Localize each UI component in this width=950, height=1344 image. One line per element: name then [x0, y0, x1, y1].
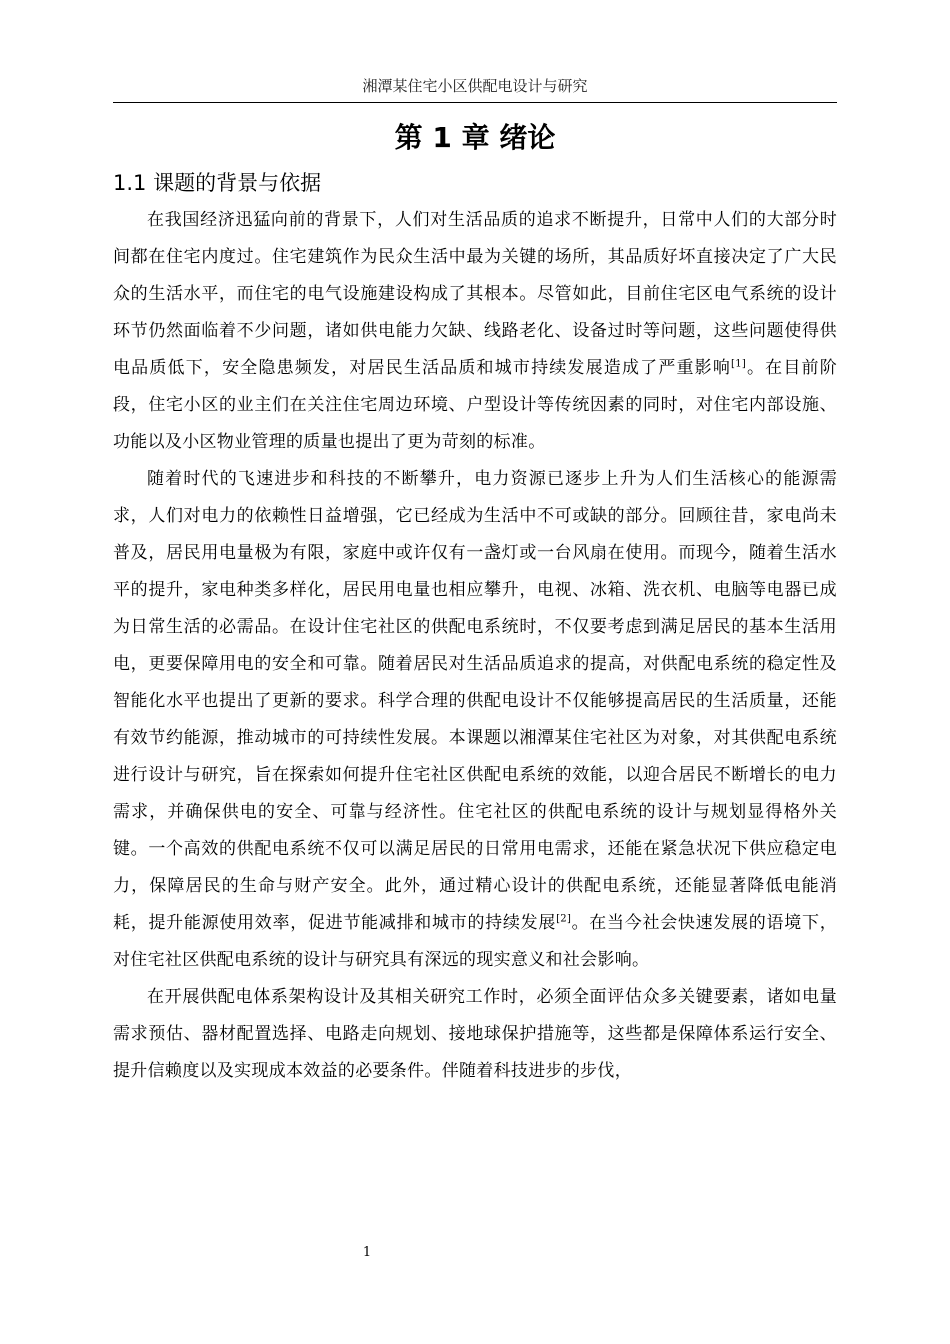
- paragraph-1: [113, 202, 837, 461]
- section-title: 1.1 课题的背景与依据: [113, 171, 322, 195]
- paragraph-text: 随着时代的飞速进步和科技的不断攀升，电力资源已逐步上升为人们生活核心的能源需求，人们对电力的依赖性日益增强，它已经成为生活中不可或缺的部分。回顾往昔，家电尚未普及，居民用电量极为有限，家庭中或许仅有一盏灯或一台风扇在使用。而现今，随着生活水平的提升，家电种类多样化，居民用电量也相应攀升，电视、冰箱、洗衣机、电脑等电器已成为日常生活的必需品。在设计住宅社区的供配电系统时，不仅要考虑到满足居民的基本生活用电，更要保障用电的安全和可靠。随着居民对生活品质追求的提高，对供配电系统的稳定性及智能化水平也提出了更新的要求。科学合理的供配电设计不仅能够提高居民的生活质量，还能有效节约能源，推动城市的可持续性发展。本课题以湘潭某住宅社区为对象，对其供配电系统进行设计与研究，旨在探索如何提升住宅社区供配电系统的效能，以迎合居民不断增长的电力需求，并确保供电的安全、可靠与经济性。住宅社区的供配电系统的设计与规划显得格外关键。一个高效的供配电系统不仅可以满足居民的日常用电需求，还能在紧急状况下供应稳定电力，保障居民的生命与财产安全。此外，通过精心设计的供配电系统，还能显著降低电能消耗，提升能源使用效率，促进节能减排和城市的持续发展: [113, 469, 837, 933]
- paragraph-text: 在开展供配电体系架构设计及其相关研究工作时，必须全面评估众多关键要素，诸如电量需求预估、器材配置选择、电路走向规划、接地球保护措施等，这些都是保障体系运行安全、提升信赖度以及实现成本效益的必要条件。伴随着科技进步的步伐，: [113, 987, 837, 1081]
- running-header: 湘潭某住宅小区供配电设计与研究: [362, 77, 588, 95]
- page-number: 1: [362, 1245, 372, 1260]
- paragraph-text: 。在当今社会快速发展的语境下，对住宅社区供配电系统的设计与研究具有深远的现实意义和社会影响。: [113, 913, 838, 970]
- citation-ref-2: [2]: [556, 913, 572, 925]
- paragraph-text: 。在目前阶段，住宅小区的业主们在关注住宅周边环境、户型设计等传统因素的同时，对住宅内部设施、功能以及小区物业管理的质量也提出了更为苛刻的标准。: [113, 358, 837, 452]
- paragraph-2: [113, 461, 837, 979]
- paragraph-text: 在我国经济迅猛向前的背景下，人们对生活品质的追求不断提升，日常中人们的大部分时间都在住宅内度过。住宅建筑作为民众生活中最为关键的场所，其品质好坏直接决定了广大民众的生活水平，而住宅的电气设施建设构成了其根本。尽管如此，目前住宅区电气系统的设计环节仍然面临着不少问题，诸如供电能力欠缺、线路老化、设备过时等问题，这些问题使得供电品质低下，安全隐患频发，对居民生活品质和城市持续发展造成了严重影响: [113, 210, 837, 378]
- chapter-title: 第 1 章 绪论: [394, 121, 556, 154]
- body-text: [113, 202, 837, 1090]
- header-rule: [113, 102, 837, 103]
- paragraph-3: [113, 979, 837, 1090]
- citation-ref-1: [1]: [731, 358, 747, 370]
